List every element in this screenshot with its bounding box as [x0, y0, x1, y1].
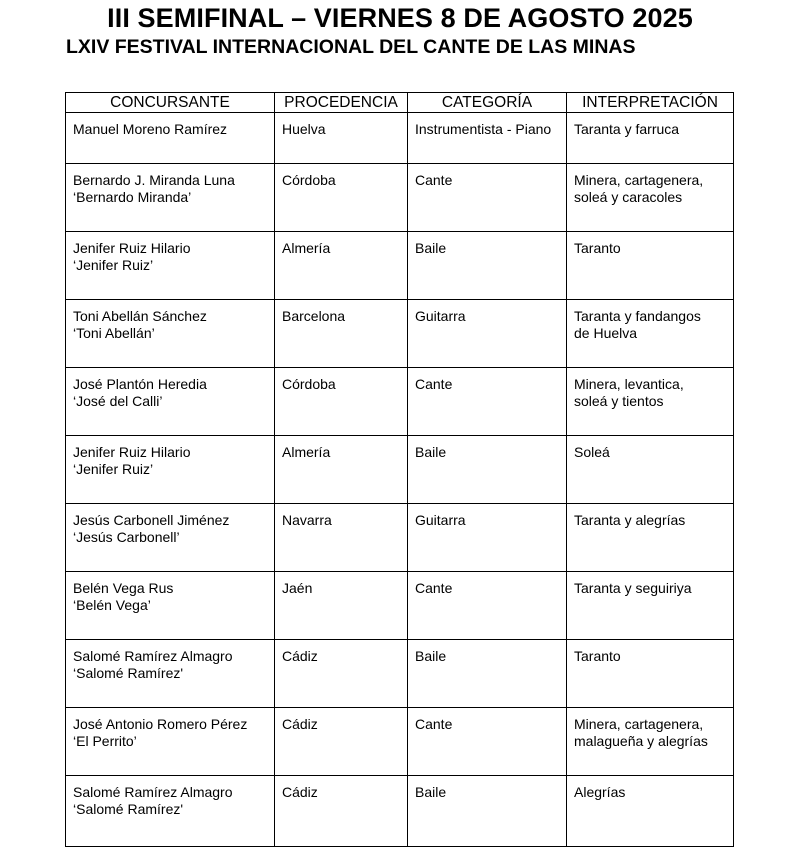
cell-categoria: Baile [408, 232, 567, 300]
contestant-alias: ‘José del Calli’ [73, 393, 163, 409]
contestant-alias: ‘Belén Vega’ [73, 597, 151, 613]
cell-categoria: Cante [408, 572, 567, 640]
interpretation-line: Taranto [574, 240, 621, 256]
contestant-alias: ‘Jesús Carbonell’ [73, 529, 180, 545]
cell-categoria: Baile [408, 640, 567, 708]
interpretation-line: Alegrías [574, 784, 626, 800]
cell-concursante [66, 113, 275, 164]
contestant-alias: ‘Jenifer Ruiz’ [73, 257, 154, 273]
contestant-name: José Antonio Romero Pérez [73, 716, 248, 732]
interpretation-line: Minera, levantica, [574, 376, 684, 392]
contestant-name: Salomé Ramírez Almagro [73, 648, 233, 664]
cell-concursante [66, 504, 275, 572]
contestant-name: Salomé Ramírez Almagro [73, 784, 233, 800]
table-row [66, 572, 734, 640]
interpretation-line: Soleá [574, 444, 610, 460]
contestant-alias: ‘El Perrito’ [73, 733, 137, 749]
cell-procedencia: Cádiz [275, 640, 408, 708]
cell-interpretacion [567, 368, 734, 436]
cell-categoria: Baile [408, 436, 567, 504]
cell-categoria: Cante [408, 368, 567, 436]
cell-interpretacion [567, 436, 734, 504]
cell-interpretacion [567, 572, 734, 640]
cell-categoria: Guitarra [408, 300, 567, 368]
cell-procedencia: Almería [275, 232, 408, 300]
table-row [66, 113, 734, 164]
page-title: III SEMIFINAL – VIERNES 8 DE AGOSTO 2025 [107, 3, 693, 33]
contestant-alias: ‘Jenifer Ruiz’ [73, 461, 154, 477]
contestant-name: Jesús Carbonell Jiménez [73, 512, 230, 528]
column-header-interpretacion: INTERPRETACIÓN [567, 93, 734, 113]
cell-categoria: Guitarra [408, 504, 567, 572]
interpretation-line: malagueña y alegrías [574, 733, 708, 749]
contestant-name: Jenifer Ruiz Hilario [73, 444, 191, 460]
contestant-name: Manuel Moreno Ramírez [73, 121, 228, 137]
table-row [66, 776, 734, 847]
interpretation-line: Taranta y alegrías [574, 512, 686, 528]
column-header-concursante: CONCURSANTE [66, 93, 275, 113]
cell-procedencia: Navarra [275, 504, 408, 572]
interpretation-line: Taranta y seguiriya [574, 580, 692, 596]
contestants-table [65, 92, 734, 847]
cell-procedencia: Almería [275, 436, 408, 504]
cell-interpretacion [567, 300, 734, 368]
contestant-alias: ‘Bernardo Miranda’ [73, 189, 192, 205]
cell-concursante [66, 164, 275, 232]
cell-procedencia: Córdoba [275, 368, 408, 436]
cell-interpretacion [567, 640, 734, 708]
cell-concursante [66, 368, 275, 436]
cell-interpretacion [567, 232, 734, 300]
table-row [66, 436, 734, 504]
table-row [66, 504, 734, 572]
contestant-name: Bernardo J. Miranda Luna [73, 172, 235, 188]
cell-procedencia: Jaén [275, 572, 408, 640]
interpretation-line: soleá y tientos [574, 393, 664, 409]
column-header-categoria: CATEGORÍA [408, 93, 567, 113]
table-row [66, 640, 734, 708]
table-row [66, 232, 734, 300]
cell-procedencia: Córdoba [275, 164, 408, 232]
cell-categoria: Instrumentista - Piano [408, 113, 567, 164]
column-header-procedencia: PROCEDENCIA [275, 93, 408, 113]
table-header-row [66, 93, 734, 113]
cell-concursante [66, 232, 275, 300]
contestant-alias: ‘Salomé Ramírez' [73, 801, 184, 817]
interpretation-line: soleá y caracoles [574, 189, 683, 205]
cell-procedencia: Barcelona [275, 300, 408, 368]
cell-categoria: Cante [408, 164, 567, 232]
interpretation-line: Taranta y fandangos [574, 308, 701, 324]
table-row [66, 708, 734, 776]
cell-procedencia: Huelva [275, 113, 408, 164]
cell-concursante [66, 572, 275, 640]
interpretation-line: de Huelva [574, 325, 638, 341]
cell-categoria: Baile [408, 776, 567, 847]
cell-procedencia: Cádiz [275, 776, 408, 847]
interpretation-line: Taranto [574, 648, 621, 664]
table-row [66, 368, 734, 436]
contestant-alias: ‘Salomé Ramírez' [73, 665, 184, 681]
cell-concursante [66, 708, 275, 776]
contestant-name: José Plantón Heredia [73, 376, 207, 392]
cell-concursante [66, 300, 275, 368]
cell-interpretacion [567, 164, 734, 232]
contestant-alias: ‘Toni Abellán’ [73, 325, 155, 341]
table-row [66, 164, 734, 232]
cell-concursante [66, 436, 275, 504]
cell-interpretacion [567, 113, 734, 164]
cell-categoria: Cante [408, 708, 567, 776]
contestant-name: Jenifer Ruiz Hilario [73, 240, 191, 256]
table-row [66, 300, 734, 368]
cell-interpretacion [567, 776, 734, 847]
cell-concursante [66, 776, 275, 847]
contestant-name: Belén Vega Rus [73, 580, 174, 596]
cell-concursante [66, 640, 275, 708]
page-subtitle: LXIV FESTIVAL INTERNACIONAL DEL CANTE DE LAS MINAS [66, 36, 636, 58]
interpretation-line: Minera, cartagenera, [574, 172, 704, 188]
interpretation-line: Minera, cartagenera, [574, 716, 704, 732]
cell-interpretacion [567, 708, 734, 776]
cell-interpretacion [567, 504, 734, 572]
cell-procedencia: Cádiz [275, 708, 408, 776]
contestant-name: Toni Abellán Sánchez [73, 308, 207, 324]
interpretation-line: Taranta y farruca [574, 121, 680, 137]
